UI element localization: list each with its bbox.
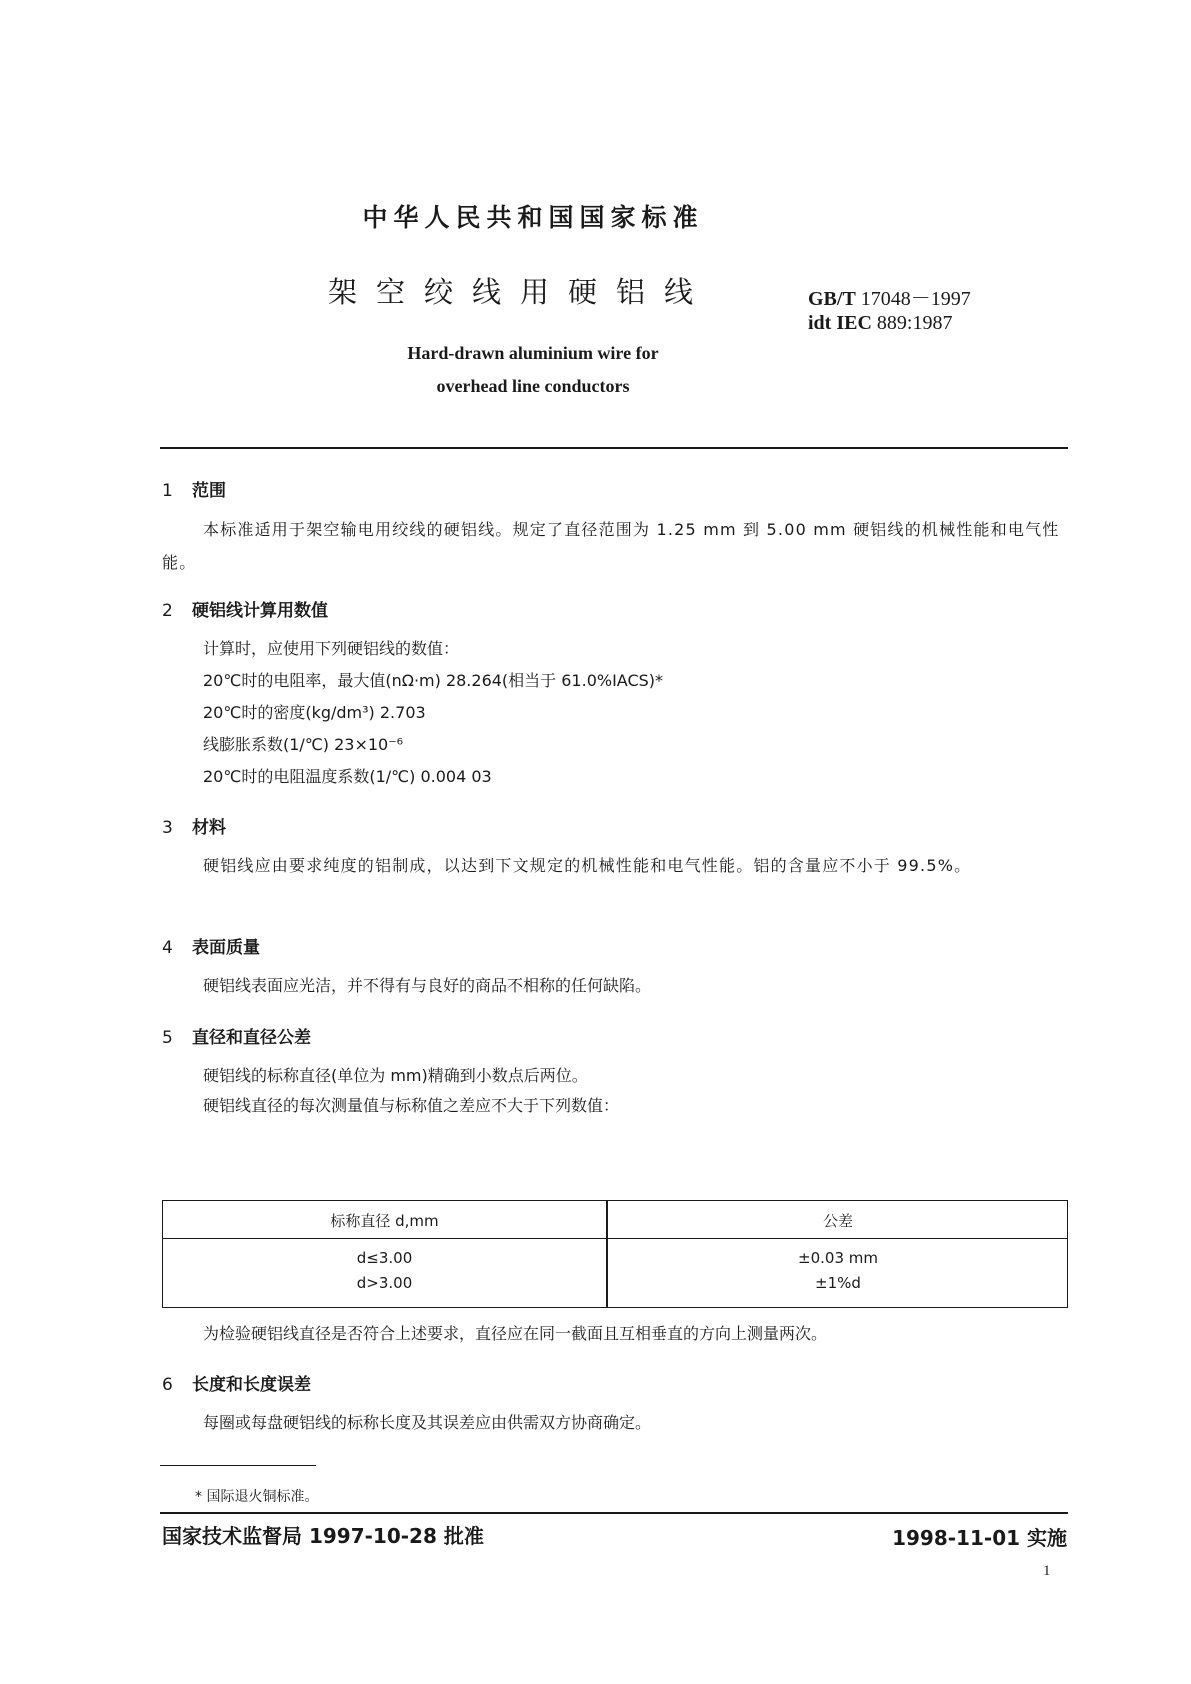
standard-number-prefix: GB/T [808,288,856,310]
english-title [0,337,1066,403]
table-cell-tolerance: ±0.03 mm [798,1249,878,1267]
section-1-heading [162,476,226,501]
approval-date: 国家技术监督局 1997-10-28 批准 [162,1524,484,1548]
section-6-heading [162,1370,311,1395]
section-number: 1 [162,481,173,501]
section-3-paragraph: 硬铝线应由要求纯度的铝制成，以达到下文规定的机械性能和电气性能。铝的含量应不小于 99.5%。 [203,856,972,875]
section-3-heading [162,813,226,838]
section-2-heading [162,596,328,621]
section-4-heading [162,933,260,958]
footnote-divider [160,1465,316,1466]
section-title: 范围 [192,481,226,501]
section-2-line-expansion: 线膨胀系数(1/℃) 23×10⁻⁶ [203,735,404,754]
section-5-heading [162,1023,311,1048]
iec-reference [808,311,971,335]
section-title: 硬铝线计算用数值 [192,601,328,621]
table-header-nominal-diameter: 标称直径 d,mm [330,1212,439,1230]
section-5-line-2: 硬铝线直径的每次测量值与标称值之差应不大于下列数值： [203,1096,620,1115]
section-2-line-resistivity: 20℃时的电阻率，最大值(nΩ·m) 28.264(相当于 61.0%IACS)* [203,671,664,690]
standard-number [808,287,971,311]
english-title-line-1: Hard-drawn aluminium wire for [407,343,659,363]
section-title: 表面质量 [192,938,260,958]
section-1-paragraph: 本标准适用于架空输电用绞线的硬铝线。规定了直径范围为 1.25 mm 到 5.00 mm 硬铝线的机械性能和电气性能。 [162,520,1060,572]
standard-code [808,287,971,335]
section-number: 5 [162,1028,173,1048]
section-number: 3 [162,818,173,838]
section-2-line-density: 20℃时的密度(kg/dm³) 2.703 [203,703,426,722]
table-cell-tolerance: ±1%d [815,1274,861,1292]
standard-number-value: 17048－1997 [855,288,971,310]
section-title: 直径和直径公差 [192,1028,311,1048]
section-title: 材料 [192,818,226,838]
tolerance-table [162,1200,1068,1308]
section-6-line: 每圈或每盘硬铝线的标称长度及其误差应由供需双方协商确定。 [203,1413,652,1432]
section-5-after-table: 为检验硬铝线直径是否符合上述要求，直径应在同一截面且互相垂直的方向上测量两次。 [203,1324,828,1343]
footnote: * 国际退火铜标准。 [195,1489,319,1505]
header-divider [160,447,1068,449]
section-title: 长度和长度误差 [192,1375,311,1395]
footer-divider [160,1512,1068,1514]
iec-reference-value: 889:1987 [871,312,953,334]
section-5-line-1: 硬铝线的标称直径(单位为 mm)精确到小数点后两位。 [203,1066,588,1085]
iec-reference-prefix: idt IEC [808,312,872,334]
standard-title: 架空绞线用硬铝线 [327,275,712,309]
section-4-line: 硬铝线表面应光洁，并不得有与良好的商品不相称的任何缺陷。 [203,976,652,995]
table-cell-diameter: d>3.00 [356,1274,413,1292]
section-number: 6 [162,1375,173,1395]
effective-date: 1998-11-01 实施 [892,1526,1067,1550]
section-2-line-temp-coefficient: 20℃时的电阻温度系数(1/℃) 0.004 03 [203,767,492,786]
section-number: 4 [162,938,173,958]
section-number: 2 [162,601,173,621]
section-2-line-intro: 计算时，应使用下列硬铝线的数值： [203,639,460,658]
page-number: 1 [1043,1563,1051,1579]
organization-title: 中华人民共和国国家标准 [362,203,704,232]
table-header-tolerance: 公差 [822,1212,853,1230]
table-cell-diameter: d≤3.00 [356,1249,413,1267]
english-title-line-2: overhead line conductors [436,376,630,396]
